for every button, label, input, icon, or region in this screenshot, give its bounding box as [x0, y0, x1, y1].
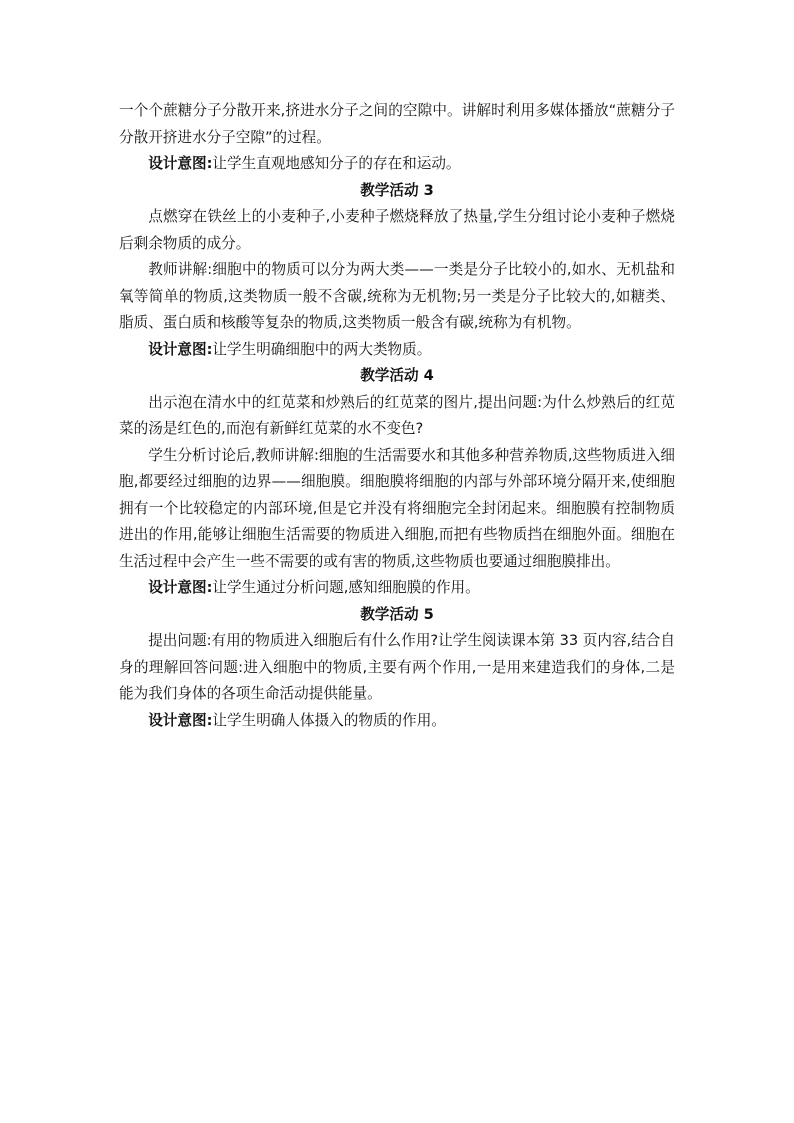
heading-activity-4: 教学活动 4: [360, 367, 434, 384]
design-intent-1: [119, 151, 675, 178]
design-intent-3: [119, 575, 675, 602]
design-intent-label: 设计意图:: [148, 155, 213, 172]
paragraph-teacher-explanation-substances: 教师讲解:细胞中的物质可以分为两大类——一类是分子比较小的,如水、无机盐和氧等简单的物质,这类物质一般不含碳,统称为无机物;另一类是分子比较大的,如糖类、脂质、蛋白质和核酸等复杂的物质,这类物质一般含有碳,统称为有机物。: [119, 261, 675, 331]
paragraph-amaranth-question: 出示泡在清水中的红苋菜和炒熟后的红苋菜的图片,提出问题:为什么炒熟后的红苋菜的汤是红色的,而泡有新鲜红苋菜的水不变色?: [119, 393, 675, 437]
design-intent-4: [119, 708, 675, 735]
paragraph-cell-membrane-explanation: 学生分析讨论后,教师讲解:细胞的生活需要水和其他多种营养物质,这些物质进入细胞,都要经过细胞的边界——细胞膜。细胞膜将细胞的内部与外部环境分隔开来,使细胞拥有一个比较稳定的内部环境,但是它并没有将细胞完全封闭起来。细胞膜有控制物质进出的作用,能够让细胞生活需要的物质进入细胞,而把有些物质挡在细胞外面。细胞在生活过程中会产生一些不需要的或有害的物质,这些物质也要通过细胞膜排出。: [119, 446, 675, 570]
design-intent-label: 设计意图:: [148, 711, 213, 729]
design-intent-text: 让学生直观地感知分子的存在和运动。: [212, 155, 461, 172]
paragraph-wheat-seed: 点燃穿在铁丝上的小麦种子,小麦种子燃烧释放了热量,学生分组讨论小麦种子燃烧后剩余物质的成分。: [119, 208, 675, 252]
design-intent-text: 让学生明确细胞中的两大类物质。: [212, 340, 432, 358]
design-intent-label: 设计意图:: [148, 579, 213, 596]
paragraph-sucrose-continuation: 一个个蔗糖分子分散开来,挤进水分子之间的空隙中。讲解时利用多媒体播放“蔗糖分子分散开挤进水分子空隙”的过程。: [119, 102, 675, 146]
document-body: [119, 98, 675, 734]
heading-activity-3: 教学活动 3: [360, 181, 434, 199]
heading-activity-5: 教学活动 5: [360, 605, 434, 623]
paragraph-substance-function: 提出问题:有用的物质进入细胞后有什么作用?让学生阅读课本第 33 页内容,结合自身的理解回答问题:进入细胞中的物质,主要有两个作用,一是用来建造我们的身体,二是能为我们身体的各项生命活动提供能量。: [119, 632, 675, 702]
design-intent-text: 让学生明确人体摄入的物质的作用。: [212, 711, 446, 729]
design-intent-text: 让学生通过分析问题,感知细胞膜的作用。: [212, 579, 480, 596]
design-intent-2: [119, 337, 675, 364]
design-intent-label: 设计意图:: [148, 340, 213, 358]
